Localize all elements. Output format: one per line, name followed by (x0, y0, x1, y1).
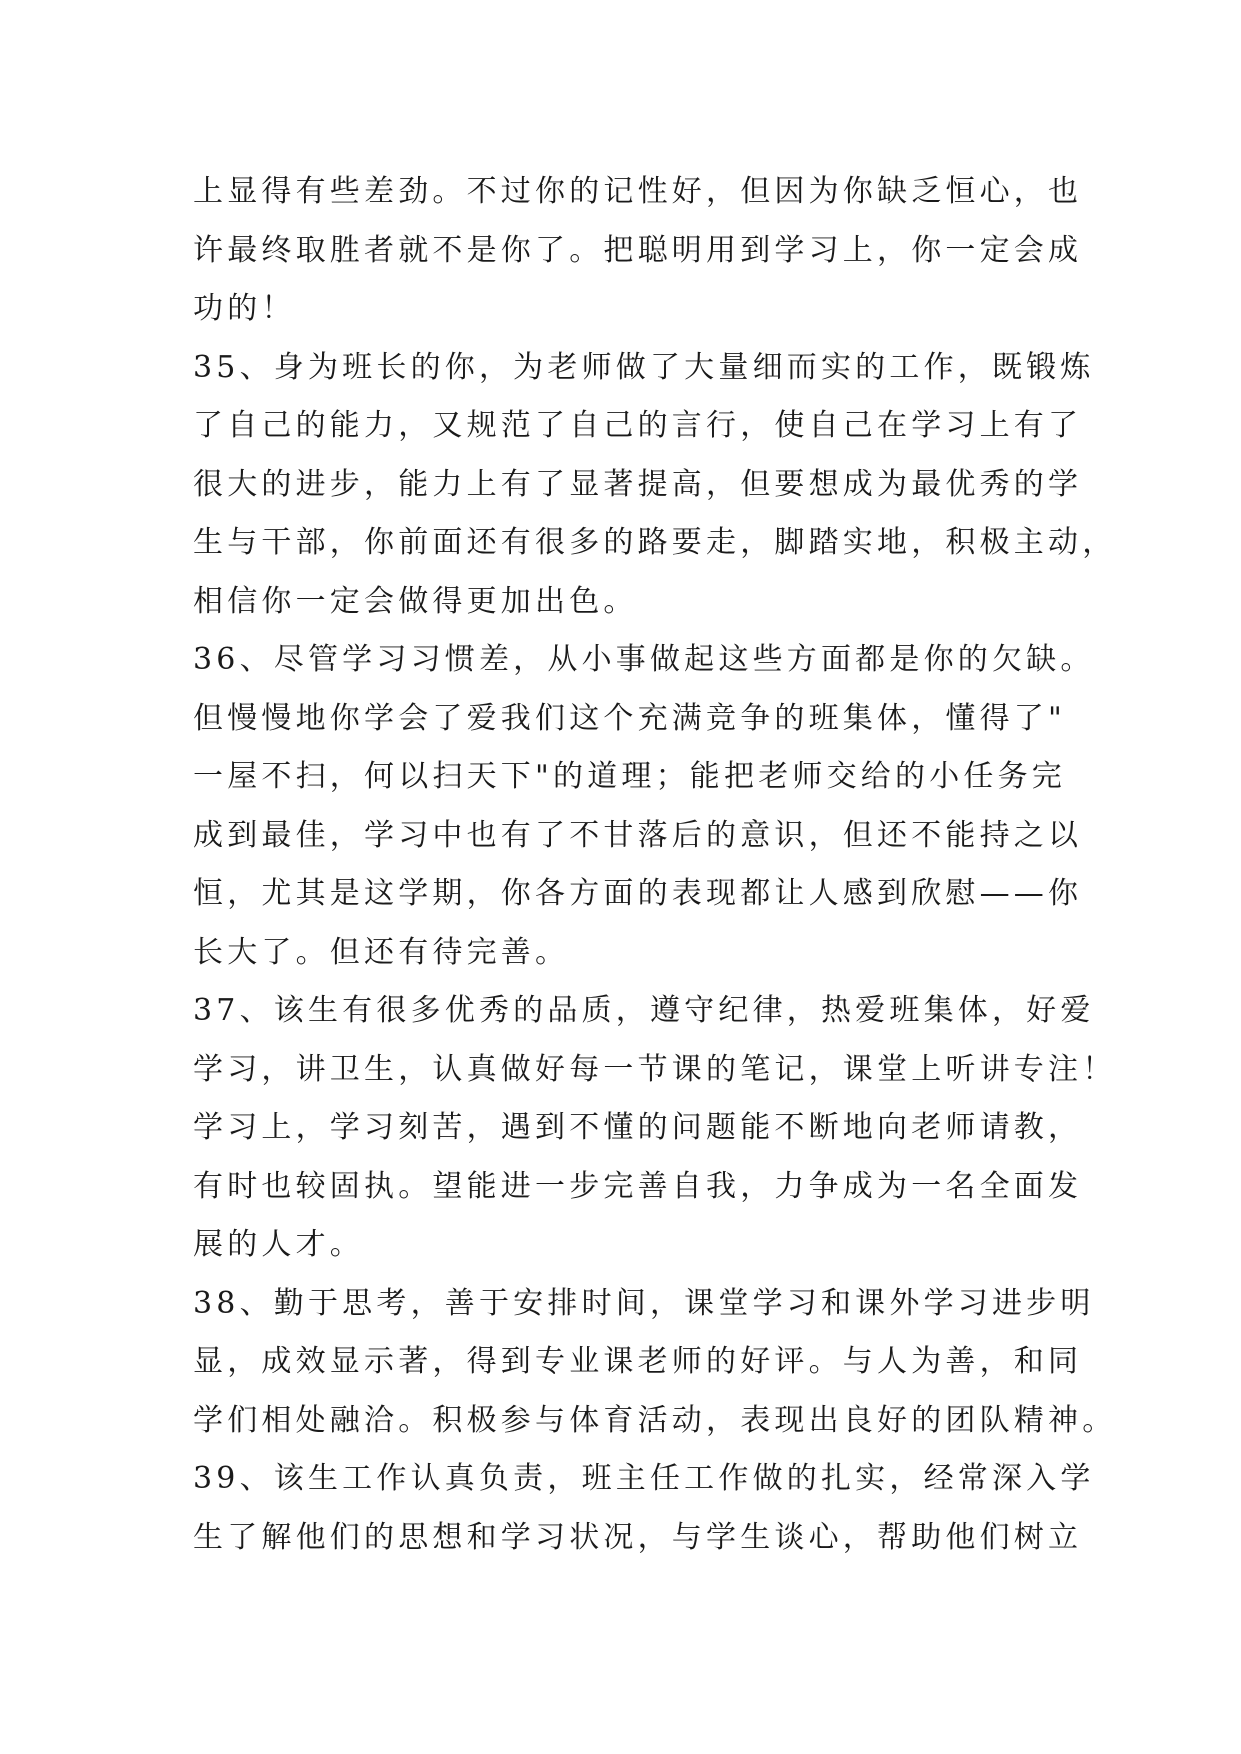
text-line: 恒，尤其是这学期，你各方面的表现都让人感到欣慰——你 (193, 876, 1083, 911)
text-line: 生与干部，你前面还有很多的路要走，脚踏实地，积极主动， (193, 525, 1117, 560)
text-line: 长大了。但还有待完善。 (193, 934, 570, 970)
text-line: 38、勤于思考，善于安排时间，课堂学习和课外学习进步明 (193, 1285, 1095, 1321)
text-line: 有时也较固执。望能进一步完善自我，力争成为一名全面发 (193, 1168, 1083, 1204)
text-line: 学习，讲卫生，认真做好每一节课的笔记，课堂上听讲专注！ (193, 1051, 1117, 1087)
text-line: 相信你一定会做得更加出色。 (193, 583, 638, 619)
text-line: 展的人才。 (193, 1227, 364, 1262)
text-line: 35、身为班长的你，为老师做了大量细而实的工作，既锻炼 (193, 349, 1095, 385)
text-line: 学习上，学习刻苦，遇到不懂的问题能不断地向老师请教， (193, 1110, 1083, 1145)
text-line: 一屋不扫，何以扫天下"的道理；能把老师交给的小任务完 (193, 759, 1066, 794)
text-line: 显，成效显示著，得到专业课老师的好评。与人为善，和同 (193, 1344, 1083, 1379)
text-line: 36、尽管学习习惯差，从小事做起这些方面都是你的欠缺。 (193, 642, 1095, 677)
text-line: 许最终取胜者就不是你了。把聪明用到学习上，你一定会成 (193, 232, 1083, 268)
text-line: 生了解他们的思想和学习状况，与学生谈心，帮助他们树立 (193, 1519, 1083, 1555)
text-line: 很大的进步，能力上有了显著提高，但要想成为最优秀的学 (193, 466, 1083, 502)
text-line: 功的！ (193, 291, 296, 326)
text-line: 39、该生工作认真负责，班主任工作做的扎实，经常深入学 (193, 1461, 1095, 1496)
text-line: 了自己的能力，又规范了自己的言行，使自己在学习上有了 (193, 408, 1083, 443)
text-line: 学们相处融洽。积极参与体育活动，表现出良好的团队精神。 (193, 1402, 1117, 1438)
text-line: 37、该生有很多优秀的品质，遵守纪律，热爱班集体，好爱 (193, 993, 1095, 1028)
document-body (193, 163, 1117, 1567)
text-line: 成到最佳，学习中也有了不甘落后的意识，但还不能持之以 (193, 817, 1083, 853)
text-line: 上显得有些差劲。不过你的记性好，但因为你缺乏恒心，也 (193, 174, 1083, 209)
text-line: 但慢慢地你学会了爱我们这个充满竞争的班集体，懂得了" (193, 700, 1066, 736)
